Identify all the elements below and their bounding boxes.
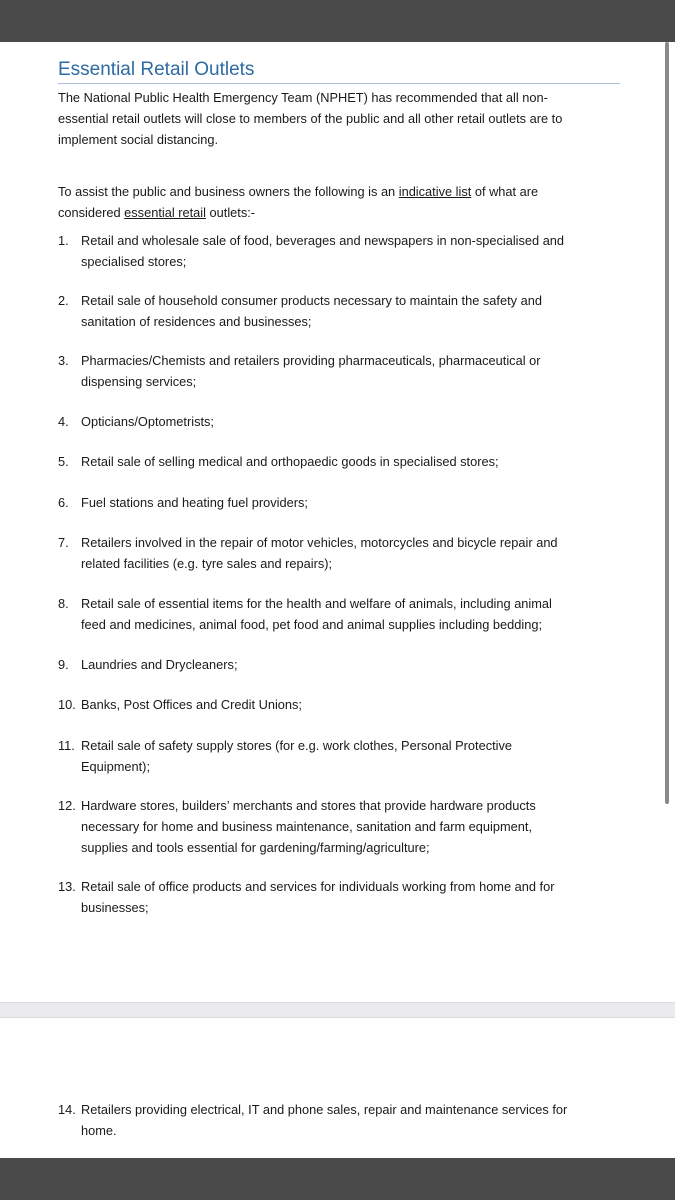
- list-item-text: Retailers involved in the repair of motor vehicles, motorcycles and bicycle repair and related facilities (e.g. tyre sales and repairs);: [81, 535, 558, 571]
- assist-text-a: To assist the public and business owners the following is an: [58, 184, 399, 199]
- indicative-list-text: indicative list: [398, 184, 472, 199]
- heading-underline-rule: [58, 83, 620, 84]
- list-item-text: Retailers providing electrical, IT and phone sales, repair and maintenance services for home.: [81, 1102, 568, 1138]
- essential-retail-text: essential retail: [124, 205, 206, 220]
- list-item-text: Retail sale of selling medical and orthopaedic goods in specialised stores;: [81, 454, 499, 469]
- list-item-number: 3.: [58, 353, 69, 368]
- assist-text-c: of what are: [471, 184, 539, 199]
- intro-text: The National Public Health Emergency Team (NPHET) has recommended that all non- essential retail outlets will close to members of the public and all other retail outlets are to implement social distancing.: [58, 90, 563, 147]
- list-item-text: Banks, Post Offices and Credit Unions;: [81, 697, 302, 712]
- list-item-number: 7.: [58, 535, 69, 550]
- list-item-number: 1.: [58, 233, 69, 248]
- assist-text-d: considered: [58, 205, 125, 220]
- list-item-text: Retail and wholesale sale of food, beverages and newspapers in non-specialised and specialised stores;: [81, 233, 565, 269]
- list-item-number: 13.: [58, 879, 76, 894]
- list-item-text: Retail sale of household consumer products necessary to maintain the safety and sanitation of residences and businesses;: [81, 293, 542, 329]
- list-item-number: 11.: [58, 738, 75, 753]
- list-item-text: Fuel stations and heating fuel providers;: [81, 495, 308, 510]
- list-item-text: Retail sale of office products and services for individuals working from home and for businesses;: [81, 879, 555, 915]
- page-break-gap: [0, 1002, 675, 1018]
- list-item-number: 12.: [58, 798, 76, 813]
- list-item-text: Opticians/Optometrists;: [81, 414, 214, 429]
- viewer-bottom-bar: [0, 1158, 675, 1200]
- list-item-text: Laundries and Drycleaners;: [81, 657, 238, 672]
- vertical-scrollbar[interactable]: [665, 42, 669, 804]
- section-heading: Essential Retail Outlets: [58, 59, 255, 80]
- list-item-text: Hardware stores, builders’ merchants and stores that provide hardware products necessary for home and business maintenance, sanitation and farm equipment, supplies and tools essential for gardening/farming/agriculture;: [81, 798, 536, 855]
- list-item-number: 4.: [58, 414, 69, 429]
- list-item-number: 14.: [58, 1102, 76, 1117]
- list-item-number: 2.: [58, 293, 69, 308]
- list-item-number: 9.: [58, 657, 69, 672]
- list-item-text: Retail sale of essential items for the health and welfare of animals, including animal feed and medicines, animal food, pet food and animal supplies including bedding;: [81, 596, 552, 632]
- intro-paragraph: [58, 87, 562, 150]
- assist-paragraph: [58, 181, 538, 223]
- list-item-number: 10.: [58, 697, 76, 712]
- list-item-number: 6.: [58, 495, 69, 510]
- viewer-top-bar: [0, 0, 675, 42]
- list-item-text: Pharmacies/Chemists and retailers providing pharmaceuticals, pharmaceutical or dispensing services;: [81, 353, 541, 389]
- list-item-text: Retail sale of safety supply stores (for e.g. work clothes, Personal Protective Equipment);: [81, 738, 513, 774]
- list-item-number: 8.: [58, 596, 69, 611]
- assist-text-f: outlets:-: [205, 205, 256, 220]
- list-item-number: 5.: [58, 454, 69, 469]
